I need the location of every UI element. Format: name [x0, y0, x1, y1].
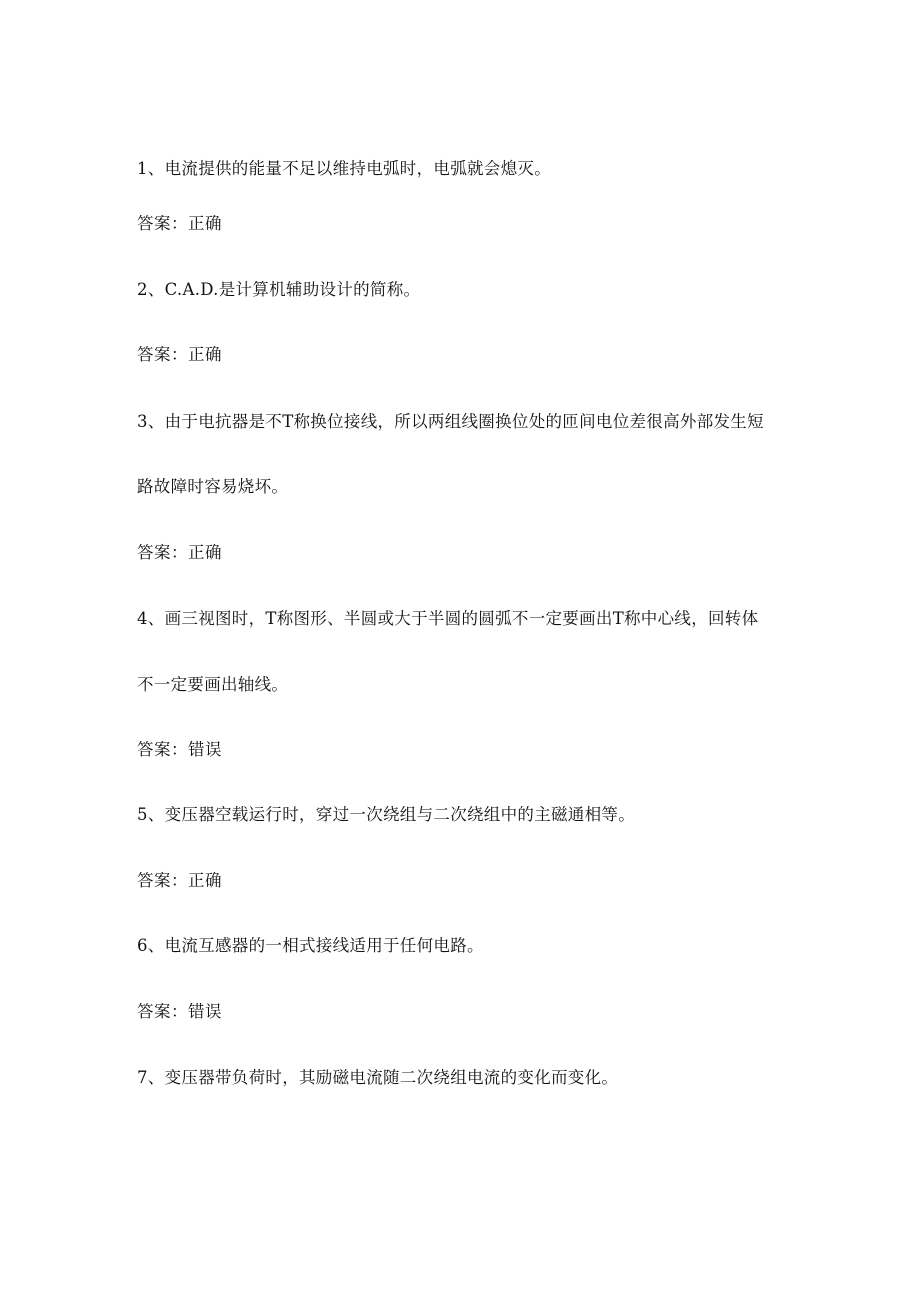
question-7-text: 7、变压器带负荷时，其励磁电流随二次绕组电流的变化而变化。 — [137, 1068, 619, 1087]
answer-4: 答案：错误 — [137, 740, 222, 759]
answer-1: 答案：正确 — [137, 214, 222, 233]
answer-2: 答案：正确 — [137, 345, 222, 364]
answer-3: 答案：正确 — [137, 543, 222, 562]
question-2-text: 2、C.A.D.是计算机辅助设计的简称。 — [137, 280, 421, 299]
question-3-text-line-1: 3、由于电抗器是不T称换位接线，所以两组线圈换位处的匝间电位差很高外部发生短 — [137, 412, 764, 431]
answer-5: 答案：正确 — [137, 871, 222, 890]
question-4-text-line-2: 不一定要画出轴线。 — [137, 675, 289, 694]
question-4-text-line-1: 4、画三视图时，T称图形、半圆或大于半圆的圆弧不一定要画出T称中心线，回转体 — [137, 609, 759, 628]
question-6-text: 6、电流互感器的一相式接线适用于任何电路。 — [137, 936, 484, 955]
question-1-text: 1、电流提供的能量不足以维持电弧时，电弧就会熄灭。 — [137, 159, 551, 178]
question-3-text-line-2: 路故障时容易烧坏。 — [137, 477, 289, 496]
answer-6: 答案：错误 — [137, 1002, 222, 1021]
question-5-text: 5、变压器空载运行时，穿过一次绕组与二次绕组中的主磁通相等。 — [137, 805, 635, 824]
